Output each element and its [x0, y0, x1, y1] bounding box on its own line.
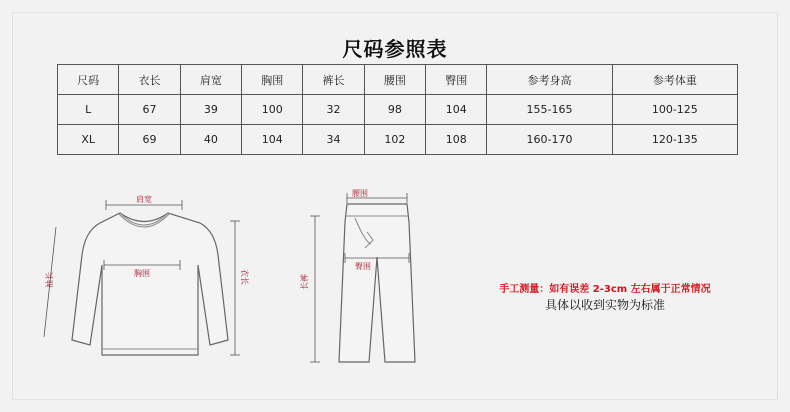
table-header-cell: 参考身高 [487, 65, 612, 95]
table-cell: 39 [180, 95, 241, 125]
table-header-cell: 肩宽 [180, 65, 241, 95]
table-cell: 108 [426, 125, 487, 155]
size-table [57, 64, 738, 155]
table-cell: 69 [119, 125, 180, 155]
table-cell: 32 [303, 95, 364, 125]
table-cell: XL [58, 125, 119, 155]
shirt-outline [72, 213, 228, 355]
table-cell: L [58, 95, 119, 125]
shirt-diagram [30, 185, 260, 375]
table-cell: 98 [364, 95, 425, 125]
table-row [58, 125, 738, 155]
pants-length-label: 长裤 [300, 274, 309, 290]
sleeve-label: 袖长 [45, 272, 54, 288]
table-header-cell: 胸围 [242, 65, 303, 95]
table-header-row [58, 65, 738, 95]
shoulder-label: 肩宽 [136, 195, 152, 204]
pants-outline [339, 204, 415, 362]
table-cell: 34 [303, 125, 364, 155]
table-cell: 100-125 [612, 95, 737, 125]
page-title: 尺码参照表 [342, 37, 448, 61]
length-measure-line [230, 221, 240, 355]
pants-diagram [285, 182, 435, 377]
table-header-cell: 衣长 [119, 65, 180, 95]
measurement-note: 手工测量：如有误差 2-3cm 左右属于正常情况 [499, 284, 711, 295]
table-header-cell: 腰围 [364, 65, 425, 95]
table-header-cell: 臀围 [426, 65, 487, 95]
table-cell: 160-170 [487, 125, 612, 155]
length-label: 衣长 [240, 269, 249, 285]
table-cell: 102 [364, 125, 425, 155]
table-header-cell: 参考体重 [612, 65, 737, 95]
table-cell: 155-165 [487, 95, 612, 125]
table-cell: 100 [242, 95, 303, 125]
hip-label: 臀围 [355, 262, 371, 271]
chest-label: 胸围 [134, 269, 150, 278]
table-header-cell: 尺码 [58, 65, 119, 95]
table-cell: 104 [426, 95, 487, 125]
table-cell: 40 [180, 125, 241, 155]
table-cell: 104 [242, 125, 303, 155]
standard-note: 具体以收到实物为标准 [544, 298, 665, 312]
waist-label: 腰围 [352, 189, 368, 198]
table-cell: 120-135 [612, 125, 737, 155]
table-cell: 67 [119, 95, 180, 125]
pants-length-measure-line [310, 216, 320, 362]
table-row [58, 95, 738, 125]
table-header-cell: 裤长 [303, 65, 364, 95]
